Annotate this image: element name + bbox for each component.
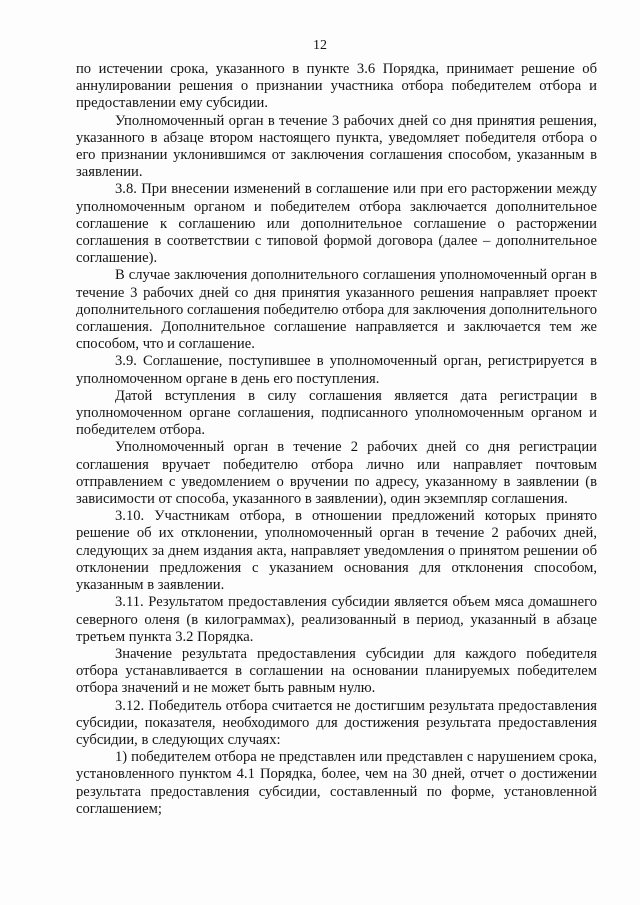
paragraph-effective-date: Датой вступления в силу соглашения является дата регистрации в уполномоченном органе соглашения, подписанного уполномоченным органом и победителем отбора. — [76, 387, 597, 439]
paragraph-additional-agreement: В случае заключения дополнительного соглашения уполномоченный орган в течение 3 рабочих дней со дня принятия указанного решения направляет проект дополнительного соглашения победителю отбора для заключения дополнительного соглашения. Дополнительное соглашение направляется и заключается тем же способом, что и соглашение. — [76, 267, 597, 353]
paragraph-agreement-delivery: Уполномоченный орган в течение 2 рабочих дней со дня регистрации соглашения вручает победителю отбора лично или направляет почтовым отправлением с уведомлением о вручении по адресу, указанному в заявлении (в зависимости от способа, указанного в заявлении), один экземпляр соглашения. — [76, 439, 597, 508]
paragraph-result-value: Значение результата предоставления субсидии для каждого победителя отбора устанавливается в соглашении на основании планируемых победителем отбора значений и не может быть равным нулю. — [76, 645, 597, 697]
page-number: 12 — [313, 38, 327, 53]
paragraph-list-item-1: 1) победителем отбора не представлен или представлен с нарушением срока, установленного пунктом 4.1 Порядка, более, чем на 30 дней, отчет о достижении результата предоставления субсидии, составленный по форме, установленной соглашением; — [76, 749, 597, 817]
paragraph-3-9: 3.9. Соглашение, поступившее в уполномоченный орган, регистрируется в уполномоченном органе в день его поступления. — [76, 353, 597, 387]
paragraph-3-10: 3.10. Участникам отбора, в отношении предложений которых принято решение об их отклонении, уполномоченный орган в течение 2 рабочих дней, следующих за днем издания акта, направляет уведомления о принятом решении об отклонении предложения с указанием основания для отклонения способом, указанным в заявлении. — [76, 508, 597, 594]
paragraph-notification-evasion: Уполномоченный орган в течение 3 рабочих дней со дня принятия решения, указанного в абзаце втором настоящего пункта, уведомляет победителя отбора о его признании уклонившимся от заключения соглашения способом, указанным в заявлении. — [76, 112, 597, 181]
paragraph-3-12: 3.12. Победитель отбора считается не достигшим результата предоставления субсидии, показателя, необходимого для достижения результата предоставления субсидии, в следующих случаях: — [76, 697, 597, 748]
paragraph-continuation: по истечении срока, указанного в пункте 3.6 Порядка, принимает решение об аннулировании решения о признании участника отбора победителем отбора и предоставлении ему субсидии. — [76, 61, 597, 112]
paragraph-3-11: 3.11. Результатом предоставления субсидии является объем мяса домашнего северного оленя (в килограммах), реализованный в период, указанный в абзаце третьем пункта 3.2 Порядка. — [76, 594, 597, 645]
paragraph-3-8: 3.8. При внесении изменений в соглашение или при его расторжении между уполномоченным органом и победителем отбора заключается дополнительное соглашение к соглашению или дополнительное соглашение о расторжении соглашения в соответствии с типовой формой договора (далее – дополнительное соглашение). — [76, 181, 597, 267]
document-body — [76, 61, 597, 818]
